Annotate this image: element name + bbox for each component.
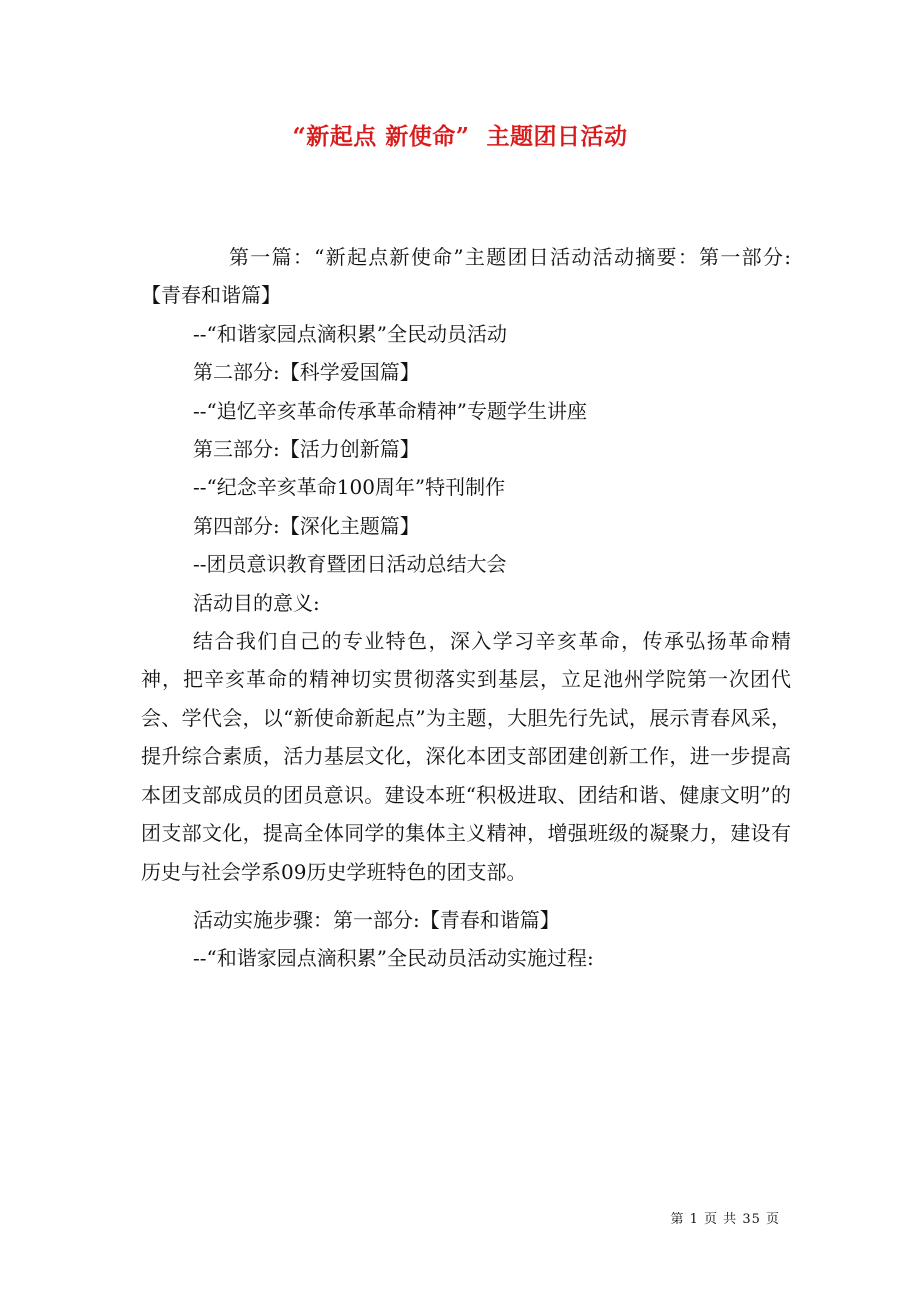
paragraph: --团员意识教育暨团日活动总结大会 (193, 552, 507, 577)
document-title: “新起点 新使命” 主题团日活动 (292, 123, 628, 150)
paragraph: 活动实施步骤：第一部分:【青春和谐篇】 (193, 907, 560, 932)
paragraph: 第二部分:【科学爱国篇】 (193, 360, 420, 385)
paragraph: 第一篇：“新起点新使命”主题团日活动活动摘要：第一部分:【青春和谐篇】 (141, 245, 791, 308)
paragraph: 第四部分:【深化主题篇】 (193, 513, 420, 538)
paragraph: --“和谐家园点滴积累”全民动员活动实施过程: (193, 946, 594, 971)
paragraph: --“纪念辛亥革命100周年”特刊制作 (193, 475, 506, 500)
document-body (141, 238, 791, 978)
page-number-footer: 第 1 页 共 35 页 (670, 1212, 780, 1227)
paragraph: --“和谐家园点滴积累”全民动员活动 (193, 321, 507, 346)
paragraph: 第三部分:【活力创新篇】 (193, 437, 420, 462)
paragraph: 结合我们自己的专业特色，深入学习辛亥革命，传承弘扬革命精神，把辛亥革命的精神切实贯彻落实到基层，立足池州学院第一次团代会、学代会，以“新使命新起点”为主题，大胆先行先试，展示青春风采，提升综合素质，活力基层文化，深化本团支部团建创新工作，进一步提高本团支部成员的团员意识。建设本班“积极进取、团结和谐、健康文明”的团支部文化，提高全体同学的集体主义精神，增强班级的凝聚力，建设有历史与社会学系09历史学班特色的团支部。 (141, 629, 791, 884)
paragraph: 活动目的意义: (193, 590, 320, 615)
paragraph: --“追忆辛亥革命传承革命精神”专题学生讲座 (193, 398, 587, 423)
